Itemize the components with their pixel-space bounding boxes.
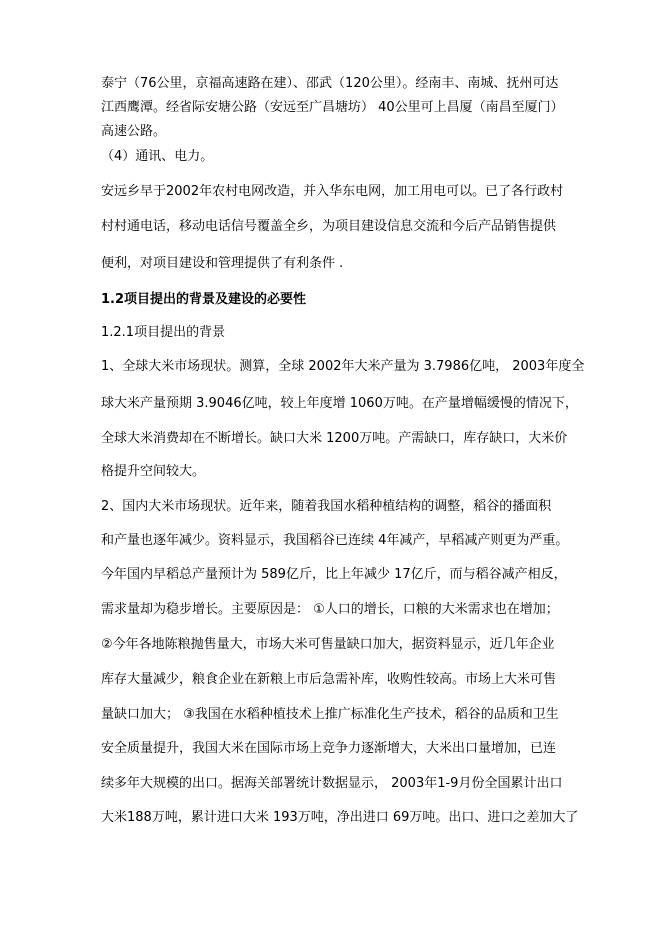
text-line: 球大米产量预期 3.9046亿吨，较上年度增 1060万吨。在产量增幅缓慢的情况下， [101, 396, 578, 411]
text-line: （4）通讯、电力。 [101, 149, 214, 164]
section-heading: 1.2项目提出的背景及建设的必要性 [101, 292, 307, 307]
text-line: 全球大米消费却在不断增长。缺口大米 1200万吨。产需缺口，库存缺口，大米价 [101, 431, 568, 446]
text-line: 续多年大规模的出口。据海关部署统计数据显示， 2003年1-9月份全国累计出口 [101, 776, 563, 791]
text-line: 大米188万吨，累计进口大米 193万吨，净出进口 69万吨。出口、进口之差加大了 [101, 810, 579, 825]
text-line: 量缺口加大； ③我国在水稻种植技术上推广标准化生产技术，稻谷的品质和卫生 [101, 707, 559, 722]
text-line: 安远乡早于2002年农村电网改造，并入华东电网，加工用电可以。已了各行政村 [101, 184, 564, 199]
text-line: 村村通电话，移动电话信号覆盖全乡，为项目建设信息交流和今后产品销售提供 [101, 219, 557, 234]
text-line: 便利，对项目建设和管理提供了有利条件 . [101, 256, 344, 271]
text-line: 库存大量减少，粮食企业在新粮上市后急需补库，收购性较高。市场上大米可售 [101, 672, 557, 687]
text-line: 2、国内大米市场现状。近年来，随着我国水稻种植结构的调整，稻谷的播面积 [101, 499, 552, 514]
subsection-heading: 1.2.1项目提出的背景 [101, 325, 226, 340]
text-line: 泰宁（76公里，京福高速路在建）、邵武（120公里）。经南丰、南城、抚州可达 [101, 76, 559, 91]
text-line: 江西鹰潭。经省际安塘公路（安远至广昌塘坊） 40公里可上昌厦（南昌至厦门） [101, 100, 564, 115]
text-line: 1、全球大米市场现状。测算，全球 2002年大米产量为 3.7986亿吨， 2003年度全 [101, 359, 585, 374]
text-line: 高速公路。 [101, 124, 167, 139]
text-line: 安全质量提升，我国大米在国际市场上竞争力逐渐增大，大米出口量增加，已连 [101, 741, 557, 756]
text-line: 和产量也逐年减少。资料显示，我国稻谷已连续 4年减产，早稻减产则更为严重。 [101, 533, 569, 548]
text-line: 今年国内早稻总产量预计为 589亿斤，比上年减少 17亿斤，而与稻谷减产相反， [101, 567, 567, 582]
text-line: ②今年各地陈粮抛售量大，市场大米可售量缺口加大，据资料显示，近几年企业 [101, 637, 555, 652]
text-line: 格提升空间较大。 [101, 464, 206, 479]
text-line: 需求量却为稳步增长。主要原因是： ①人口的增长，口粮的大米需求也在增加； [101, 602, 559, 617]
